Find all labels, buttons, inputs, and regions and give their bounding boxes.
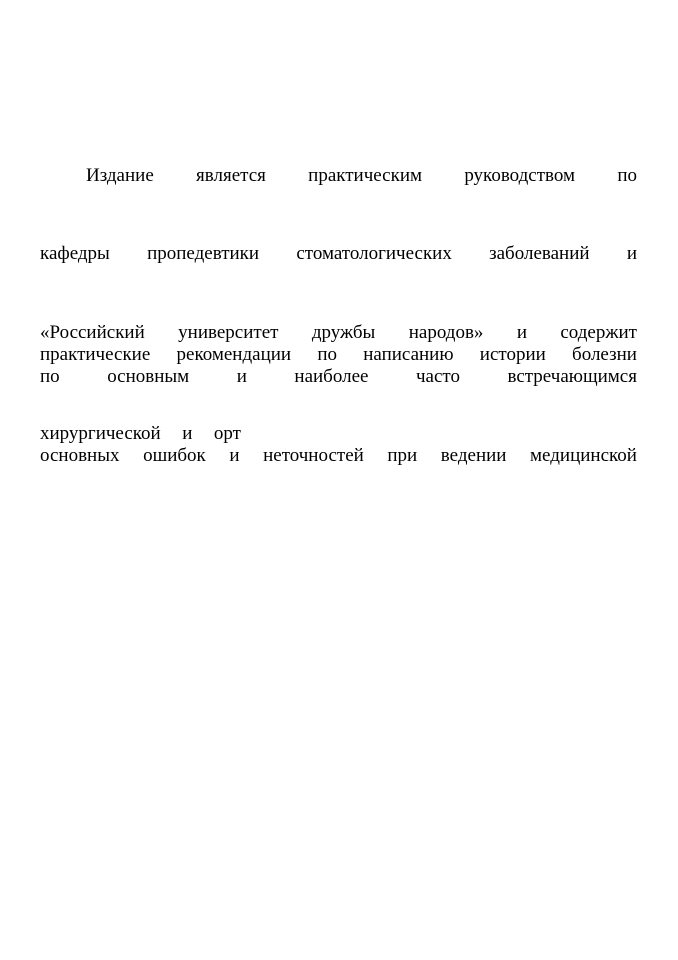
word: практические — [40, 344, 151, 365]
word: истории — [479, 344, 546, 365]
word: при — [387, 445, 418, 466]
word: «Российский — [40, 322, 145, 343]
word: университет — [178, 322, 279, 343]
text-line-4 — [40, 344, 637, 366]
word: написанию — [363, 344, 454, 365]
word: практическим — [308, 165, 423, 186]
word: дружбы — [311, 322, 376, 343]
text-line-2 — [40, 243, 637, 265]
word: и — [516, 322, 527, 343]
word: основным — [107, 366, 190, 387]
word: по — [617, 165, 637, 186]
word: болезни — [572, 344, 637, 365]
text-line-6: хирургической и орт — [40, 423, 241, 444]
word: руководством — [464, 165, 576, 186]
word: и — [626, 243, 637, 264]
word: неточностей — [263, 445, 364, 466]
word: заболеваний — [489, 243, 590, 264]
word: кафедры — [40, 243, 110, 264]
word: основных — [40, 445, 120, 466]
word: по — [40, 366, 60, 387]
word: часто — [415, 366, 460, 387]
word: стоматологических — [296, 243, 452, 264]
word: содержит — [560, 322, 637, 343]
word: Издание — [86, 165, 154, 186]
word: по — [317, 344, 337, 365]
word: и — [236, 366, 247, 387]
word: рекомендации — [176, 344, 292, 365]
text-line-1 — [86, 165, 637, 187]
word: медицинской — [530, 445, 637, 466]
word: ведении — [440, 445, 507, 466]
text-line-7 — [40, 445, 637, 467]
word: пропедевтики — [147, 243, 260, 264]
word: наиболее — [294, 366, 369, 387]
word: народов» — [408, 322, 484, 343]
word: встречающимся — [507, 366, 637, 387]
text-line-3 — [40, 322, 637, 344]
word: является — [196, 165, 266, 186]
word: ошибок — [143, 445, 206, 466]
word: и — [229, 445, 240, 466]
text-line-5 — [40, 366, 637, 388]
